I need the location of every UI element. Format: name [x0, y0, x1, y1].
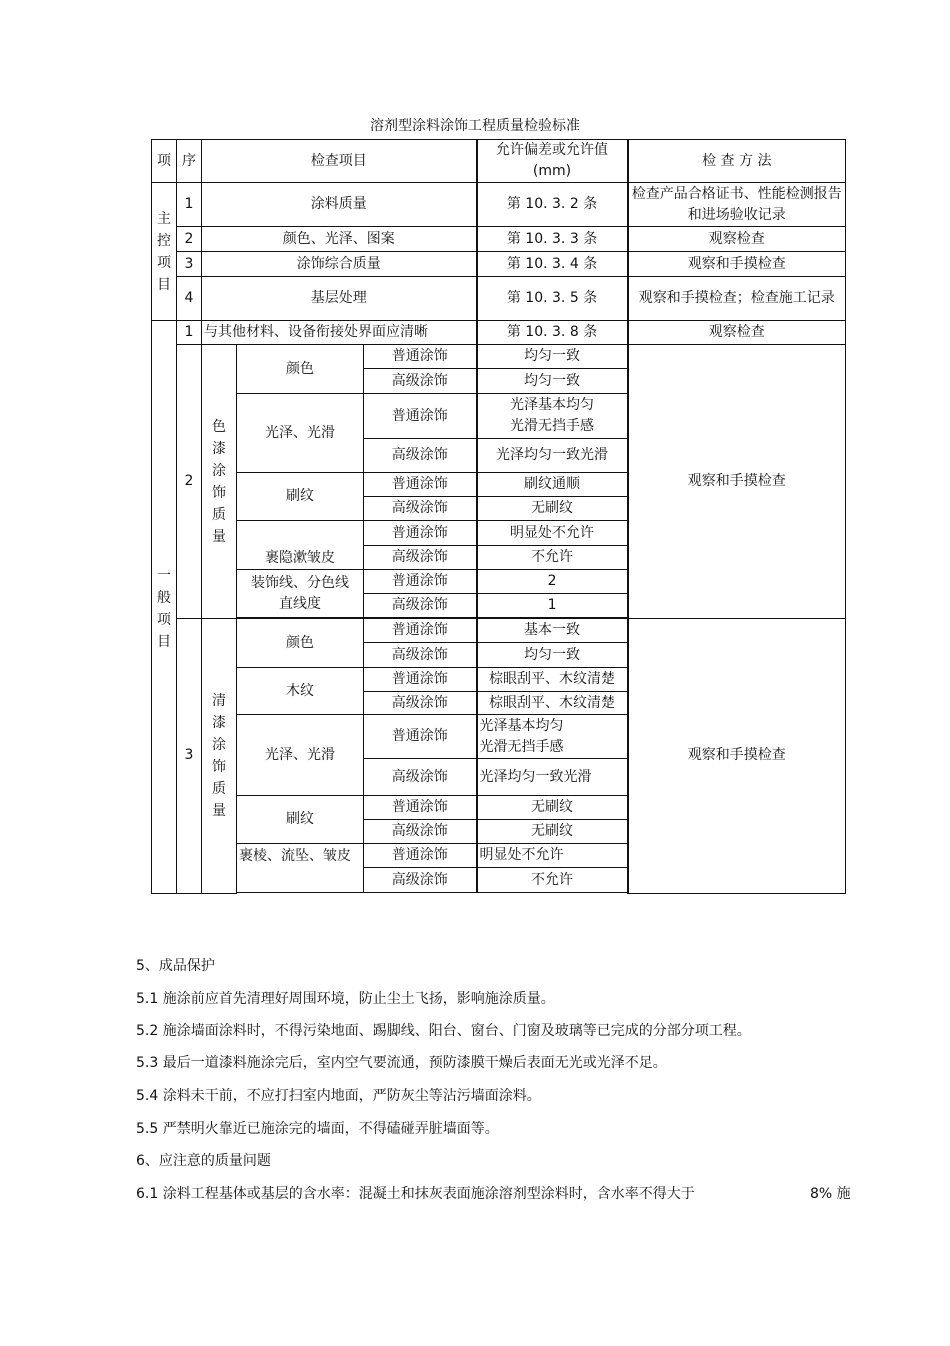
main-item: 基层处理 — [202, 277, 477, 321]
grade-value: 1 — [477, 594, 628, 618]
grade-value: 基本一致 — [477, 619, 628, 643]
grade-label: 普通涂饰 — [364, 668, 477, 692]
main-item: 颜色、光泽、图案 — [202, 227, 477, 252]
main-std: 第 10. 3. 4 条 — [477, 252, 628, 277]
main-method: 观察检查 — [628, 227, 846, 252]
grade-value: 均匀一致 — [477, 643, 628, 668]
clear-paint-label: 清漆涂饰质量 — [202, 619, 237, 894]
color-paint-label: 色漆涂饰质量 — [202, 345, 237, 619]
grade-value: 明显处不允许 — [477, 844, 628, 868]
sub-item-name: 裹隐漱皱皮 — [237, 521, 364, 570]
table-title: 溶剂型涂料涂饰工程质量检验标准 — [370, 118, 580, 134]
color-paint-method: 观察和手摸检查 — [628, 345, 846, 619]
grade-label: 普通涂饰 — [364, 521, 477, 546]
sub-item-name: 颜色 — [237, 345, 364, 394]
grade-label: 高级涂饰 — [364, 546, 477, 570]
grade-value: 均匀一致 — [477, 345, 628, 369]
general-group-label: 一般项目 — [152, 321, 177, 894]
grade-label: 普通涂饰 — [364, 345, 477, 369]
grade-label: 普通涂饰 — [364, 844, 477, 868]
grade-label: 普通涂饰 — [364, 715, 477, 759]
main-std: 第 10. 3. 2 条 — [477, 183, 628, 227]
main-seq: 1 — [177, 183, 202, 227]
clear-paint-seq: 3 — [177, 619, 202, 894]
grade-value: 光泽均匀一致光滑 — [477, 439, 628, 473]
grade-label: 高级涂饰 — [364, 820, 477, 844]
grade-label: 高级涂饰 — [364, 369, 477, 394]
grade-value: 刷纹通顺 — [477, 473, 628, 497]
grade-value: 不允许 — [477, 546, 628, 570]
grade-value: 无刷纹 — [477, 497, 628, 521]
main-std: 第 10. 3. 5 条 — [477, 277, 628, 321]
grade-value: 明显处不允许 — [477, 521, 628, 546]
quality-standard-table — [151, 139, 846, 894]
general-item: 与其他材料、设备衔接处界面应清晰 — [202, 321, 477, 345]
header-item: 项 — [152, 140, 177, 183]
grade-label: 高级涂饰 — [364, 868, 477, 893]
grade-label: 普通涂饰 — [364, 796, 477, 820]
paragraph: 5.3 最后一道漆料施涂完后，室内空气要流通，预防漆膜干燥后表面无光或光泽不足。 — [136, 1055, 667, 1071]
grade-label: 高级涂饰 — [364, 759, 477, 796]
general-method: 观察检查 — [628, 321, 846, 345]
sub-item-name: 光泽、光滑 — [237, 394, 364, 473]
header-seq: 序 — [177, 140, 202, 183]
main-seq: 4 — [177, 277, 202, 321]
main-std: 第 10. 3. 3 条 — [477, 227, 628, 252]
main-method: 观察和手摸检查 — [628, 252, 846, 277]
paragraph-tail: 8% 施 — [810, 1186, 851, 1202]
general-std: 第 10. 3. 8 条 — [477, 321, 628, 345]
paragraph: 6.1 涂料工程基体或基层的含水率：混凝土和抹灰表面施涂溶剂型涂料时，含水率不得大于 — [136, 1186, 695, 1202]
paragraph: 5.5 严禁明火靠近已施涂完的墙面，不得磕碰弄脏墙面等。 — [136, 1121, 499, 1137]
sub-item-name: 木纹 — [237, 668, 364, 715]
main-seq: 3 — [177, 252, 202, 277]
clear-paint-method: 观察和手摸检查 — [628, 619, 846, 894]
grade-label: 高级涂饰 — [364, 692, 477, 715]
main-group-label: 主控项目 — [152, 183, 177, 321]
grade-value: 光泽均匀一致光滑 — [477, 759, 628, 796]
grade-label: 高级涂饰 — [364, 643, 477, 668]
grade-label: 高级涂饰 — [364, 439, 477, 473]
main-method: 观察和手摸检查；检查施工记录 — [628, 277, 846, 321]
grade-value: 无刷纹 — [477, 820, 628, 844]
grade-value: 光泽基本均匀 光滑无挡手感 — [477, 394, 628, 439]
grade-value: 光泽基本均匀 光滑无挡手感 — [477, 715, 628, 759]
grade-label: 普通涂饰 — [364, 473, 477, 497]
section-heading: 5、成品保护 — [136, 958, 215, 974]
main-method: 检查产品合格证书、性能检测报告和进场验收记录 — [628, 183, 846, 227]
grade-value: 棕眼刮平、木纹清楚 — [477, 692, 628, 715]
grade-value: 不允许 — [477, 868, 628, 893]
grade-value: 棕眼刮平、木纹清楚 — [477, 668, 628, 692]
paragraph: 5.1 施涂前应首先清理好周围环境，防止尘土飞扬，影响施涂质量。 — [136, 991, 555, 1007]
grade-label: 高级涂饰 — [364, 497, 477, 521]
main-seq: 2 — [177, 227, 202, 252]
sub-item-name: 颜色 — [237, 619, 364, 668]
grade-label: 普通涂饰 — [364, 570, 477, 594]
grade-value: 2 — [477, 570, 628, 594]
general-seq: 1 — [177, 321, 202, 345]
sub-item-name: 刷纹 — [237, 473, 364, 521]
sub-item-name: 光泽、光滑 — [237, 715, 364, 796]
main-item: 涂饰综合质量 — [202, 252, 477, 277]
header-tolerance: 允许偏差或允许值 (mm) — [477, 140, 628, 183]
grade-label: 普通涂饰 — [364, 619, 477, 643]
main-item: 涂料质量 — [202, 183, 477, 227]
grade-value: 无刷纹 — [477, 796, 628, 820]
grade-label: 普通涂饰 — [364, 394, 477, 439]
sub-item-name: 刷纹 — [237, 796, 364, 844]
sub-item-name: 装饰线、分色线直线度 — [237, 570, 364, 618]
paragraph: 5.4 涂料未干前，不应打扫室内地面，严防灰尘等沾污墙面涂料。 — [136, 1088, 541, 1104]
paragraph: 5.2 施涂墙面涂料时，不得污染地面、踢脚线、阳台、窗台、门窗及玻璃等已完成的分部分项工程。 — [136, 1023, 751, 1039]
grade-value: 均匀一致 — [477, 369, 628, 394]
header-method: 检 查 方 法 — [628, 140, 846, 183]
section-heading: 6、应注意的质量问题 — [136, 1153, 271, 1169]
grade-label: 高级涂饰 — [364, 594, 477, 618]
header-check-item: 检查项目 — [202, 140, 477, 183]
sub-item-name: 裹棱、流坠、皱皮 — [237, 844, 364, 893]
color-paint-seq: 2 — [177, 345, 202, 619]
